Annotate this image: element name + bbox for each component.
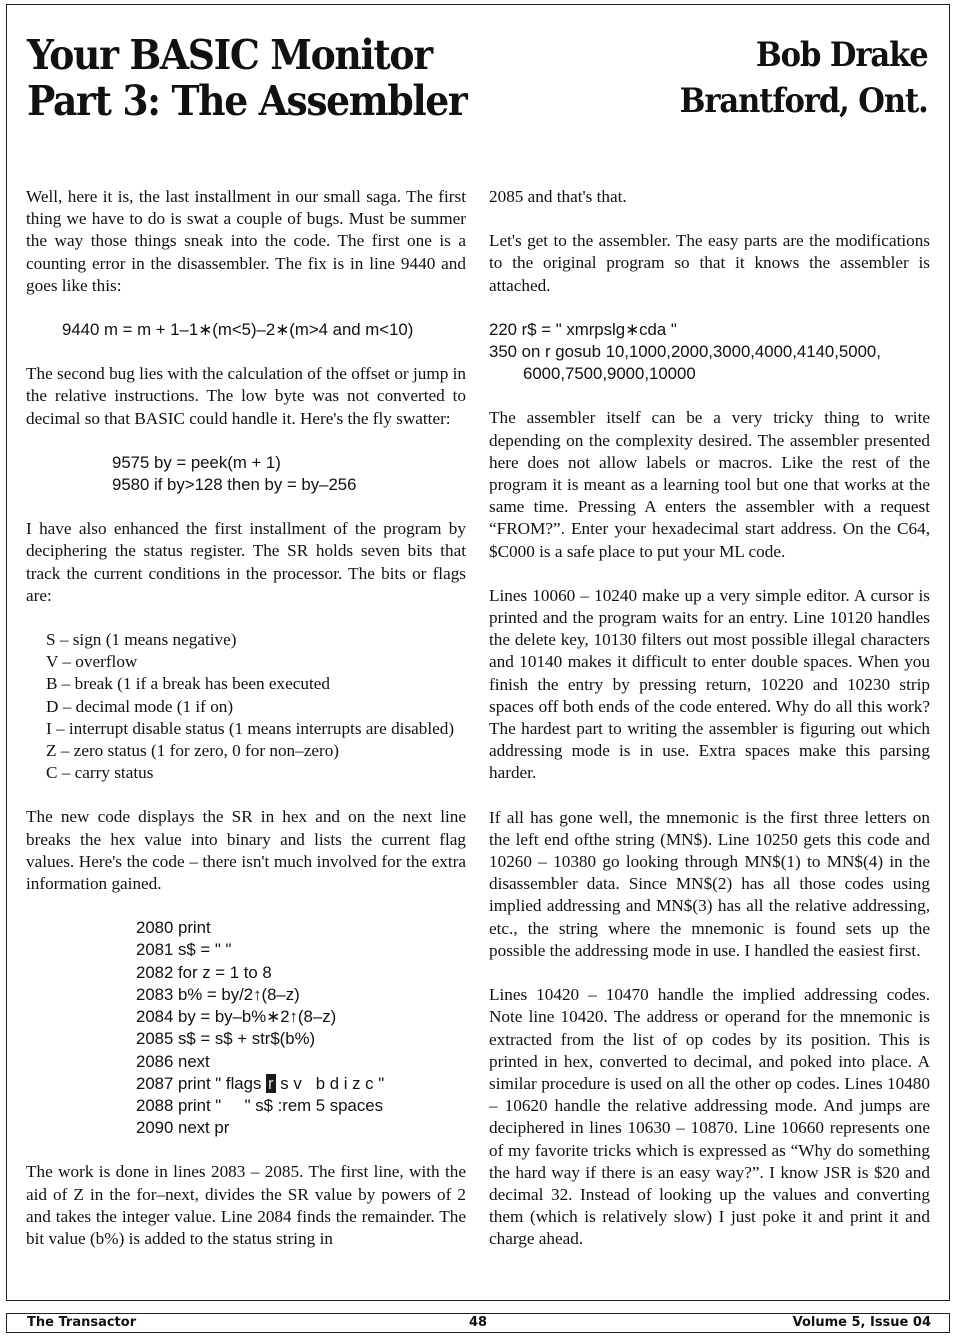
flag-list xyxy=(26,629,466,784)
flag-item: S – sign (1 means negative) xyxy=(46,630,237,650)
left-column xyxy=(26,186,466,1272)
flag-item: Z – zero status (1 for zero, 0 for non–zero) xyxy=(46,741,340,761)
code-line: 2083 b% = by/2↑(8–z) xyxy=(136,984,300,1004)
code-line: 2082 for z = 1 to 8 xyxy=(136,962,272,982)
code-line: 9580 if by>128 then by = by–256 xyxy=(112,475,357,495)
code-line: 220 r$ = " xmrpslg∗cda " xyxy=(489,319,677,339)
right-column xyxy=(489,186,930,1273)
paragraph: Let's get to the assembler. The easy parts are the modifications to the original program so that it knows the assembler is attached. xyxy=(489,231,930,295)
code-line: 2086 next xyxy=(136,1051,210,1071)
page-number: 48 xyxy=(468,1315,488,1330)
byline xyxy=(680,32,928,124)
paragraph: The second bug lies with the calculation of the offset or jump in the relative instructions. The low byte was not converted to decimal so that BASIC could handle it. Here's the fly swatter: xyxy=(26,364,466,428)
code-line: 2088 print " " s$ :rem 5 spaces xyxy=(136,1095,383,1115)
paragraph: The new code displays the SR in hex and on the next line breaks the hex value into binary and lists the current flag values. Here's the code – there isn't much involved for the extra information gained. xyxy=(26,807,466,894)
title-line-2: Part 3: The Assembler xyxy=(27,77,467,125)
paragraph: 2085 and that's that. xyxy=(489,187,627,206)
paragraph: The assembler itself can be a very tricky thing to write depending on the complexity desired. The assembler presented here does not allow labels or macros. Like the rest of the program it is meant as a learning tool but one that works at the same time. Pressing A enters the assembler with a request “FROM?”. Enter your hexadecimal start address. On the C64, $C000 is a safe place to put your ML code. xyxy=(489,408,930,561)
code-line: 350 on r gosub 10,1000,2000,3000,4000,4140,5000, xyxy=(489,342,881,362)
code-line: 2085 s$ = s$ + str$(b%) xyxy=(136,1029,316,1049)
flag-item: C – carry status xyxy=(46,763,154,783)
flag-item: D – decimal mode (1 if on) xyxy=(46,696,234,716)
reverse-video-char: r xyxy=(268,1073,274,1093)
code-block-modifications xyxy=(489,319,930,386)
paragraph: If all has gone well, the mnemonic is the first three letters on the left end ofthe string (MN$). Line 10250 gets this code and 10260 – 10380 go looking through MN$(1) to MN$(4) in the disassembler data. Since MN$(2) has all those codes using implied addressing and MN$(3) has all the relative addressing, etc., the string where the mnemonic is found sets up the possible the addressing mode in use. I handled the easiest first. xyxy=(489,807,930,960)
code-text: 2087 print " flags xyxy=(136,1073,267,1093)
page-footer xyxy=(6,1313,950,1333)
code-line-continuation: 6000,7500,9000,10000 xyxy=(523,364,696,384)
paragraph: The work is done in lines 2083 – 2085. The first line, with the aid of Z in the for–next, divides the SR value by powers of 2 and takes the integer value. Line 2084 finds the remainder. The bit value (b%) is added to the status string in xyxy=(26,1162,466,1248)
code-line: 2081 s$ = " " xyxy=(136,940,232,960)
code-line-9440: 9440 m = m + 1–1∗(m<5)–2∗(m>4 and m<10) xyxy=(62,320,414,340)
code-line: 9575 by = peek(m + 1) xyxy=(112,452,281,472)
code-line: 2080 print xyxy=(136,918,211,938)
article-title xyxy=(27,32,466,124)
issue-label: Volume 5, Issue 04 xyxy=(792,1315,931,1330)
code-line: 2084 by = by–b%∗2↑(8–z) xyxy=(136,1007,337,1027)
code-block-status-register xyxy=(26,917,466,1139)
code-block-fly-swatter xyxy=(26,452,466,496)
flag-item: V – overflow xyxy=(46,652,138,672)
flag-item: B – break (1 if a break has been executed xyxy=(46,674,330,694)
code-text: s v b d i z c " xyxy=(275,1073,385,1093)
title-line-1: Your BASIC Monitor xyxy=(27,31,432,79)
paragraph: Lines 10420 – 10470 handle the implied addressing codes. Note line 10420. The address or operand for the mnemonic is extracted from the list of op codes by its position. This is printed in hex, converted to decimal, and poked into place. A similar procedure is used on all the other op codes. Lines 10480 – 10620 handle the relative addressing mode. And jumps are deciphered in lines 10630 – 10870. Line 10660 represents one of my favorite tricks which is expressed as “Why do something the hard way if there is an easy way?”. I know JSR is $20 and decimal 32. Instead of looking up the values and converting them (which is relatively slow) I just poke it and print it and charge ahead. xyxy=(489,985,930,1249)
paragraph: I have also enhanced the first installment of the program by deciphering the status register. The SR holds seven bits that track the current conditions in the processor. The bits or flags are: xyxy=(26,519,466,605)
flag-item: I – interrupt disable status (1 means interrupts are disabled) xyxy=(46,718,455,738)
author-location: Brantford, Ont. xyxy=(679,81,928,121)
paragraph: Lines 10060 – 10240 make up a very simple editor. A cursor is printed and the program waits for an entry. Line 10120 handles the delete key, 10130 filters out most possible illegal characters and 10140 makes it difficult to enter double spaces. When you finish the entry by pressing return, 10220 and 10230 strip spaces off both ends of the code entered. Why do all this work? The hardest part to writing the assembler is figuring out which addressing mode is in use. Extra spaces make this parsing harder. xyxy=(489,585,930,783)
author-name: Bob Drake xyxy=(756,35,928,75)
publication-name: The Transactor xyxy=(27,1315,137,1330)
paragraph: Well, here it is, the last installment in our small saga. The first thing we have to do is swat a couple of bugs. Must be summer the way those things sneak into the code. The first one is a counting error in the disassembler. The fix is in line 9440 and goes like this: xyxy=(26,187,466,295)
code-line: 2090 next pr xyxy=(136,1118,230,1138)
code-line-2087 xyxy=(136,1073,466,1095)
